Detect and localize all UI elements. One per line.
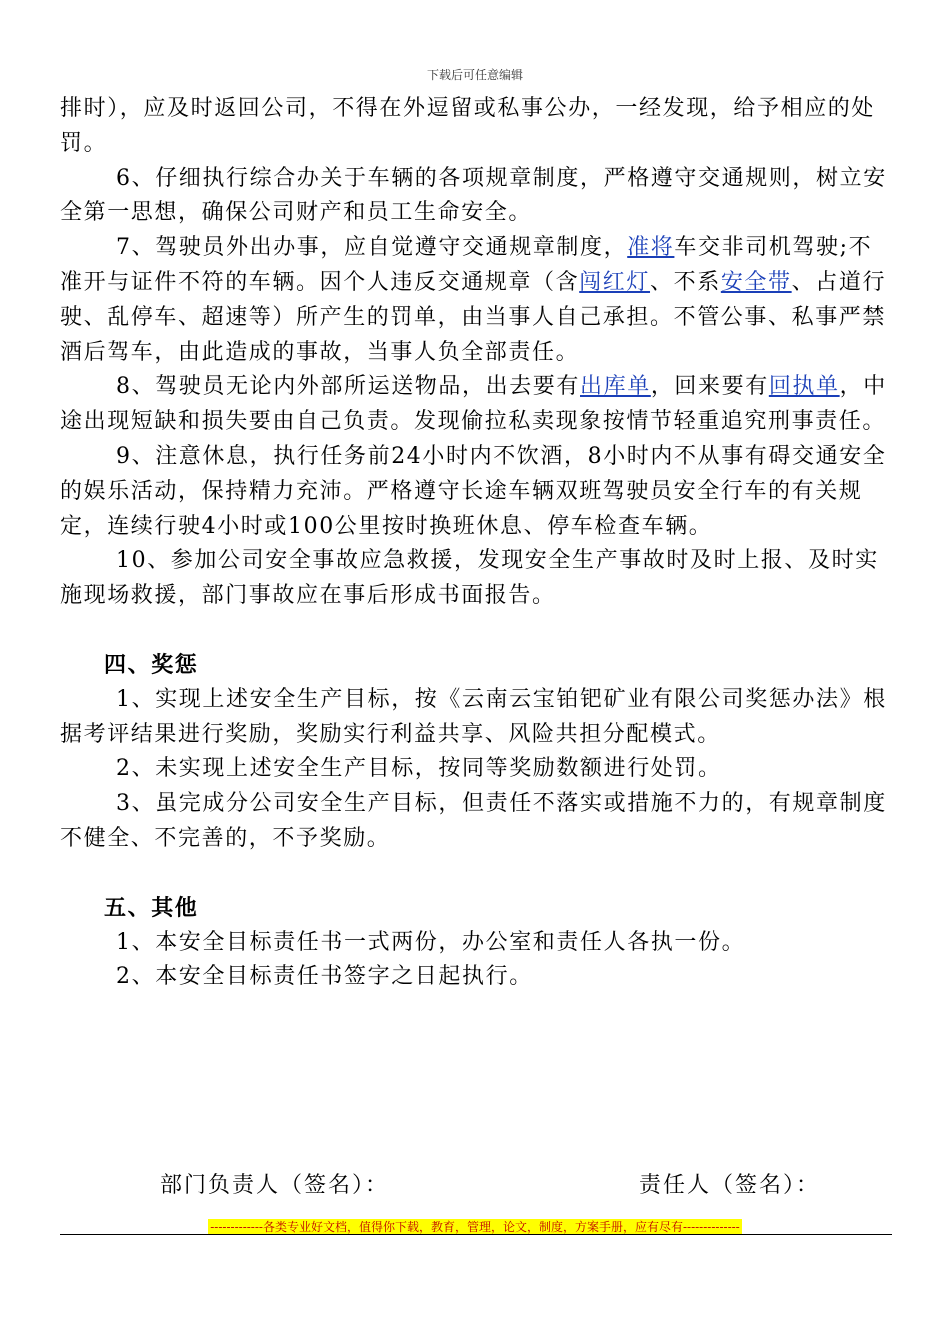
list-item: 2、未实现上述安全生产目标，按同等奖励数额进行处罚。 [116,756,722,782]
section-title-rewards: 四、奖惩 [104,651,199,678]
document-body [60,92,890,995]
footer-banner [0,1216,950,1235]
link-zhunjiang[interactable]: 准将 [627,235,675,261]
text-segment: 、占道行驶、乱停车、超速等）所产生的罚单，由当事人自己承担。不管公事、私事严禁酒后驾车，由此造成的事故，当事人负全部责任。 [60,269,887,365]
link-receipt-slip[interactable]: 回执单 [768,374,840,400]
link-red-light[interactable]: 闯红灯 [579,269,651,295]
text-segment: ，回来要有 [650,374,769,400]
text-segment: ，中途出现短缺和损失要由自己负责。发现偷拉私卖现象按情节轻重追究刑事责任。 [60,374,887,435]
paragraph-continuation: 排时），应及时返回公司，不得在外逗留或私事公办，一经发现，给予相应的处罚。 [60,96,876,156]
page-header: 下载后可任意编辑 [426,68,523,82]
list-item: 3、虽完成分公司安全生产目标，但责任不落实或措施不力的，有规章制度不健全、不完善的，不予奖励。 [60,791,887,851]
text-segment: 8、驾驶员无论内外部所运送物品，出去要有 [116,374,580,400]
link-outbound-slip[interactable]: 出库单 [580,374,651,400]
list-item: 1、实现上述安全生产目标，按《云南云宝铂钯矿业有限公司奖惩办法》根据考评结果进行奖励，奖励实行利益共享、风险共担分配模式。 [60,686,887,747]
footer-divider [60,1234,892,1235]
list-item: 6、仔细执行综合办关于车辆的各项规章制度，严格遵守交通规则，树立安全第一思想，确保公司财产和员工生命安全。 [60,165,887,226]
footer-banner-text: -------------各类专业好文档，值得你下载，教育，管理，论文，制度，方案手册，应有尽有-------------- [210,1220,740,1234]
list-item-8 [60,370,890,440]
link-seat-belt[interactable]: 安全带 [720,269,792,295]
signature-responsible-person: 责任人（签名）： [638,1173,820,1198]
list-item: 1、本安全目标责任书一式两份，办公室和责任人各执一份。 [116,929,746,955]
list-item: 2、本安全目标责任书签字之日起执行。 [116,964,533,990]
list-item: 9、注意休息，执行任务前24小时内不饮酒，8小时内不从事有碍交通安全的娱乐活动，保持精力充沛。严格遵守长途车辆双班驾驶员安全行车的有关规定，连续行驶4小时或100公里按时换班休息、停车检查车辆。 [60,443,887,539]
text-segment: 、不系 [650,269,721,295]
section-title-other: 五、其他 [104,894,199,921]
text-segment: 7、驾驶员外出办事，应自觉遵守交通规章制度， [116,235,628,261]
list-item-7 [60,231,890,370]
signature-department-head: 部门负责人（签名）： [160,1173,390,1198]
text-segment: 车交非司机驾驶;不准开与证件不符的车辆。因个人违反交通规章（含 [60,235,873,295]
signature-row [160,1168,820,1199]
list-item: 10、参加公司安全事故应急救援，发现安全生产事故时及时上报、及时实施现场救援，部门事故应在事后形成书面报告。 [60,548,879,609]
